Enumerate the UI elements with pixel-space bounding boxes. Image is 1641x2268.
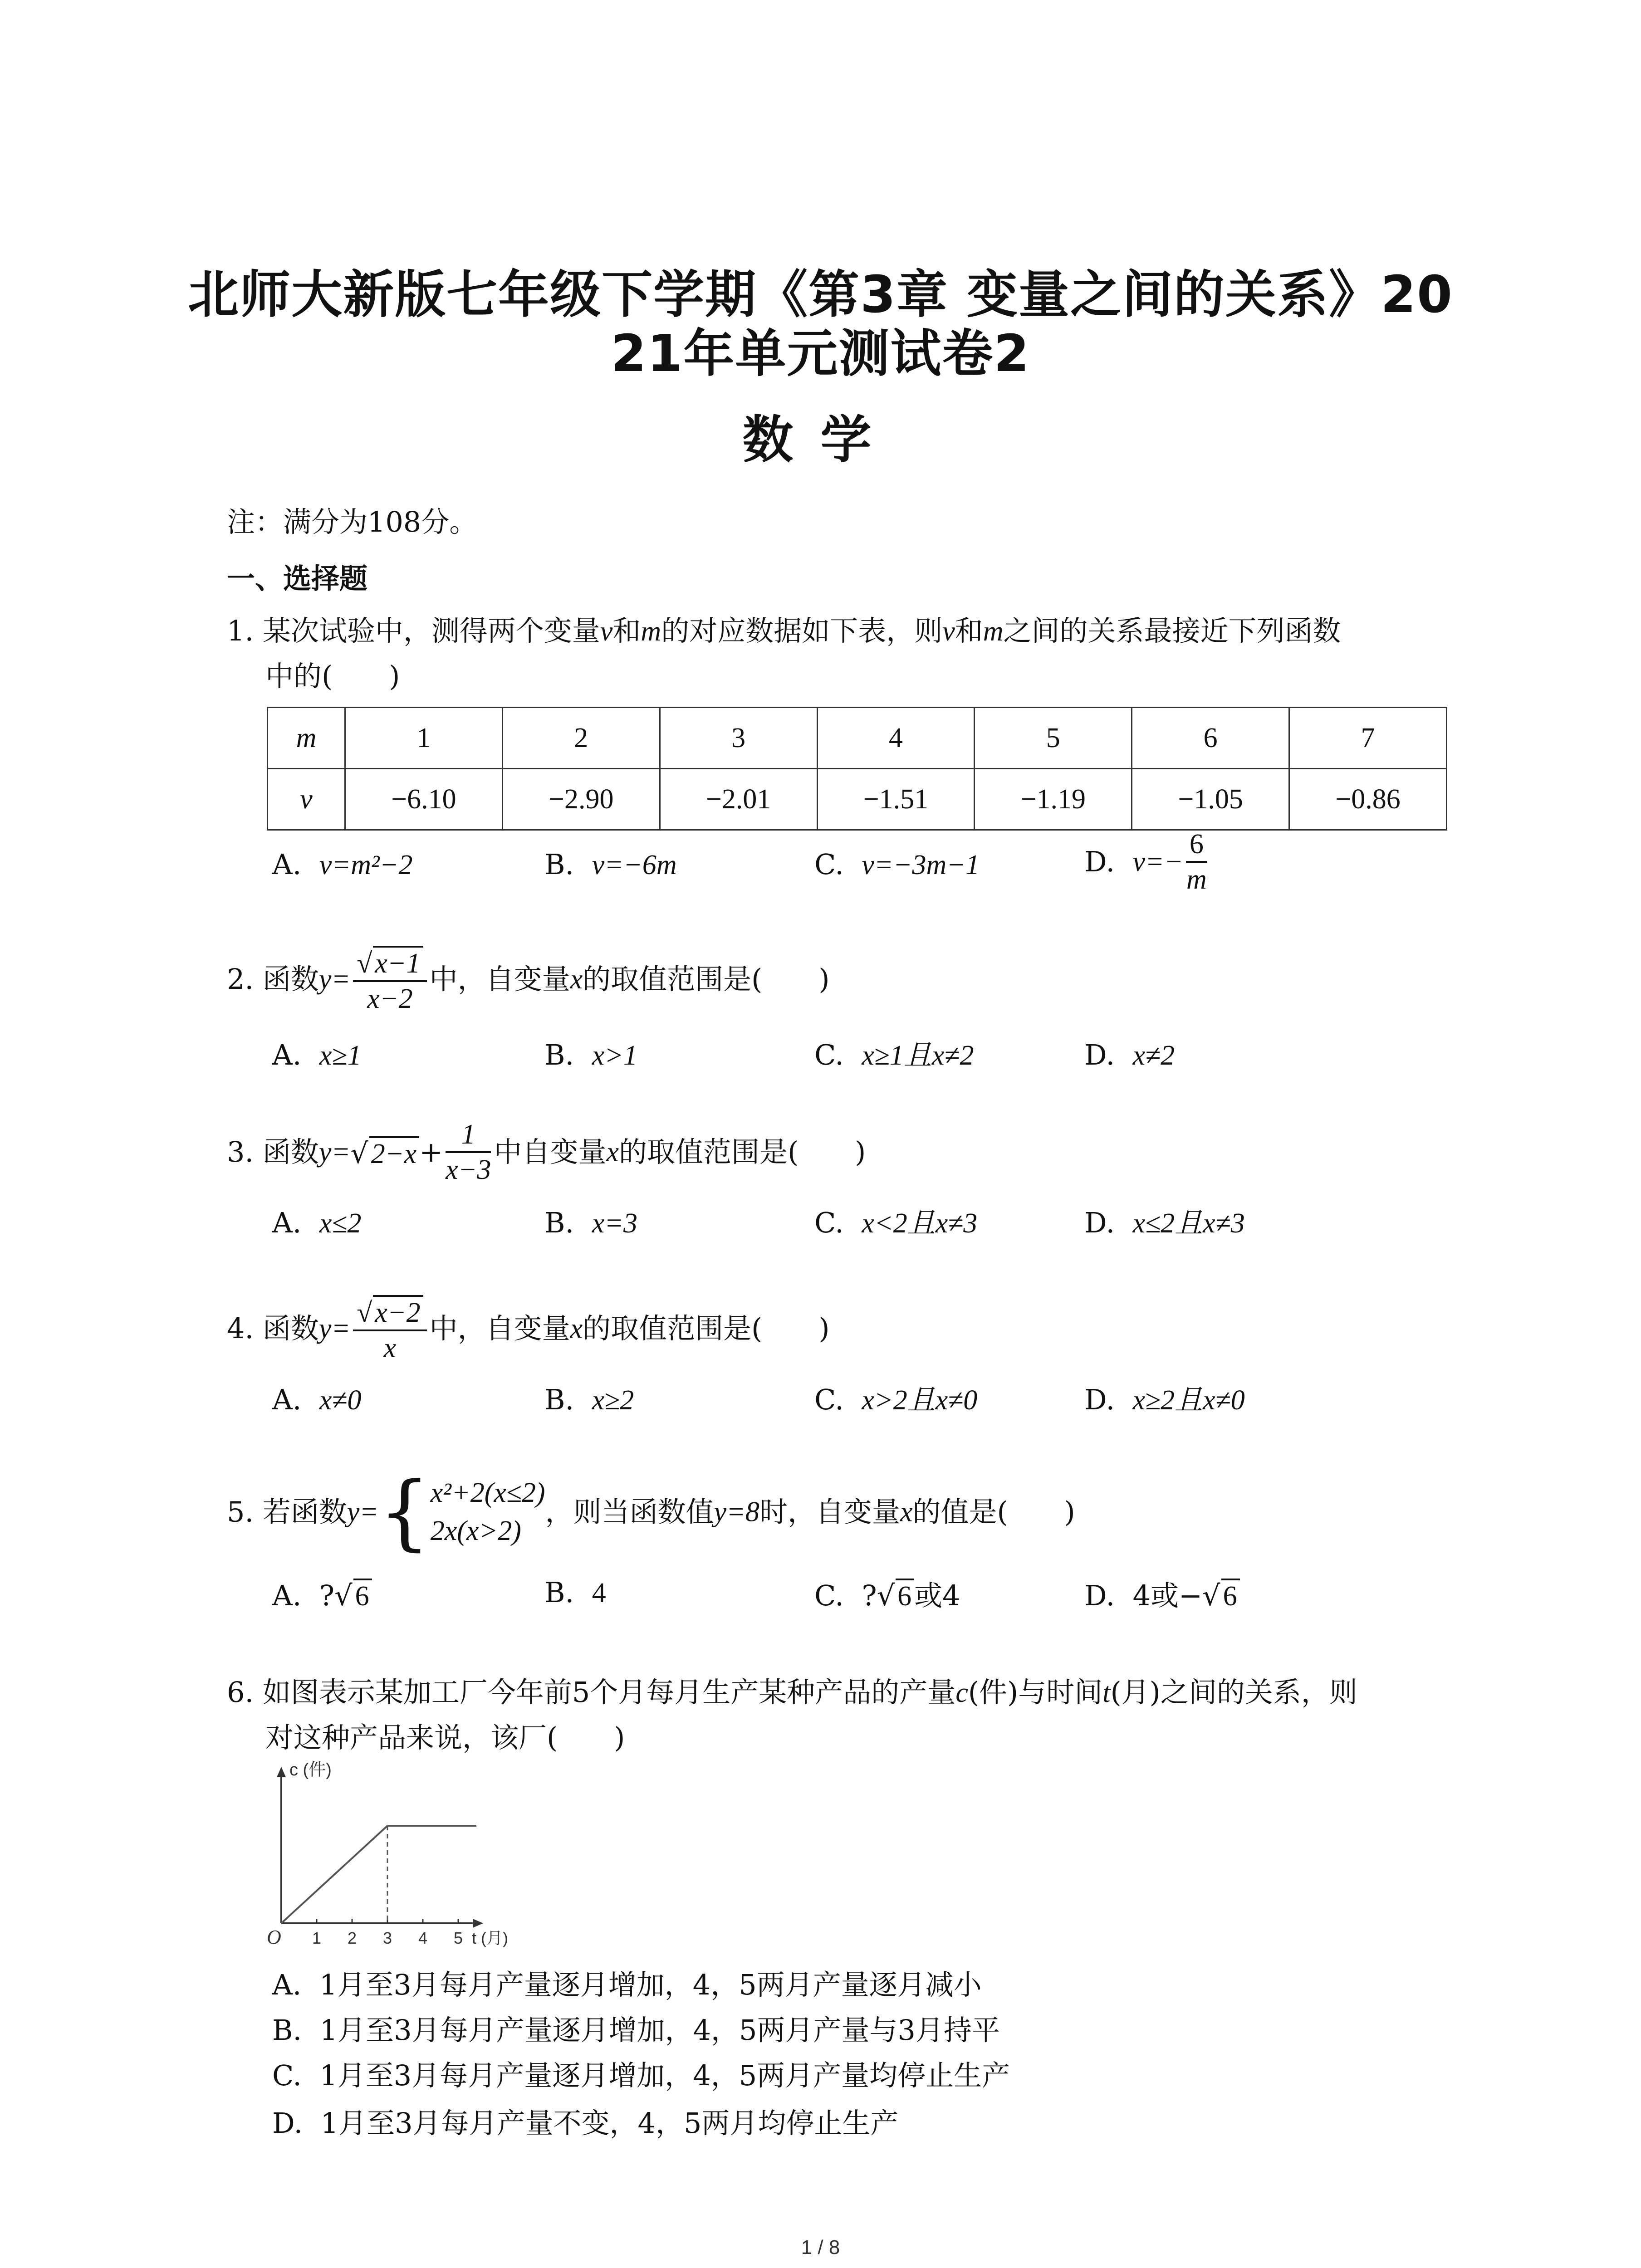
table-cell: −0.86 bbox=[1289, 769, 1447, 830]
page-title-line2: 21年单元测试卷2 bbox=[611, 324, 1030, 383]
q4-option-d[interactable]: D. x≥2且x≠0 bbox=[1084, 1383, 1245, 1416]
q1-option-b[interactable]: B. v=−6m bbox=[544, 848, 677, 881]
table-header-m: m bbox=[268, 708, 345, 769]
table-cell: 5 bbox=[975, 708, 1132, 769]
q6-option-c[interactable]: C. 1月至3月每月产量逐月增加，4，5两月产量均停止生产 bbox=[272, 2059, 1010, 2092]
table-row-m bbox=[268, 708, 1447, 769]
q5-stem: 5. 若函数y={x²+2(x≤2) 2x(x>2)，则当函数值y=8时，自变量x的值是( ) bbox=[227, 1464, 1075, 1559]
table-cell: 1 bbox=[345, 708, 503, 769]
q3-option-d[interactable]: D. x≤2且x≠3 bbox=[1084, 1206, 1245, 1239]
table-cell: 6 bbox=[1132, 708, 1289, 769]
production-graph bbox=[245, 1760, 535, 1955]
rising-segment bbox=[281, 1826, 387, 1923]
x-tick-label: 3 bbox=[383, 1929, 392, 1947]
table-cell: −1.05 bbox=[1132, 769, 1289, 830]
x-axis-label: t (月) bbox=[472, 1929, 508, 1947]
x-tick-label: 2 bbox=[348, 1929, 357, 1947]
fraction: $\frac{6}{m}$ bbox=[1186, 829, 1207, 895]
table-cell: −1.19 bbox=[975, 769, 1132, 830]
q1-stem-line2: 中的( ) bbox=[265, 660, 400, 693]
q6-option-a[interactable]: A. 1月至3月每月产量逐月增加，4，5两月产量逐月减小 bbox=[272, 1968, 982, 2001]
q3-stem: 3. 函数y=√2−x+ $\frac{1}{x-3}$ 中自变量x的取值范围是( ) bbox=[227, 1119, 866, 1185]
q5-option-b[interactable]: B. 4 bbox=[544, 1576, 606, 1609]
page-title-line1: 北师大新版七年级下学期《第3章 变量之间的关系》20 bbox=[188, 265, 1453, 324]
q5-option-d[interactable]: D. 4或−√6 bbox=[1084, 1579, 1240, 1610]
table-header-v: v bbox=[268, 769, 345, 830]
table-cell: −1.51 bbox=[817, 769, 975, 830]
q1-stem: 1. 某次试验中，测得两个变量v和m的对应数据如下表，则v和m之间的关系最接近下列函数 bbox=[227, 614, 1341, 647]
x-axis-arrow bbox=[473, 1919, 483, 1928]
q6-option-d[interactable]: D. 1月至3月每月产量不变，4，5两月均停止生产 bbox=[272, 2107, 899, 2140]
q6-stem-line2: 对这种产品来说，该厂( ) bbox=[265, 1721, 625, 1754]
x-tick-label: 4 bbox=[418, 1929, 428, 1947]
table-cell: −6.10 bbox=[345, 769, 503, 830]
x-tick-label: 5 bbox=[454, 1929, 463, 1947]
table-cell: −2.90 bbox=[502, 769, 660, 830]
q2-option-d[interactable]: D. x≠2 bbox=[1084, 1038, 1175, 1071]
q3-option-c[interactable]: C. x<2且x≠3 bbox=[814, 1206, 978, 1239]
q4-stem: 4. 函数y= $\frac{√x-2}{x}$ 中，自变量x的取值范围是( ) bbox=[227, 1295, 830, 1362]
q3-option-a[interactable]: A. x≤2 bbox=[272, 1206, 362, 1239]
table-row-v bbox=[268, 769, 1447, 830]
q5-option-a[interactable]: A. ?√6 bbox=[272, 1579, 372, 1610]
table-cell: 2 bbox=[502, 708, 660, 769]
q3-option-b[interactable]: B. x=3 bbox=[544, 1206, 638, 1239]
table-cell: 3 bbox=[660, 708, 817, 769]
y-axis-arrow bbox=[277, 1767, 286, 1777]
q1-data-table bbox=[267, 707, 1447, 831]
section-heading: 一、选择题 bbox=[227, 562, 368, 595]
q6-option-b[interactable]: B. 1月至3月每月产量逐月增加，4，5两月产量与3月持平 bbox=[272, 2014, 1000, 2047]
q2-option-a[interactable]: A. x≥1 bbox=[272, 1038, 362, 1071]
subject-heading: 数学 bbox=[742, 411, 899, 469]
y-axis-label: c (件) bbox=[289, 1760, 332, 1779]
q2-option-c[interactable]: C. x≥1且x≠2 bbox=[814, 1038, 974, 1071]
q4-option-c[interactable]: C. x>2且x≠0 bbox=[814, 1383, 978, 1416]
x-tick-label: 1 bbox=[312, 1929, 322, 1947]
q1-option-c[interactable]: C. v=−3m−1 bbox=[814, 848, 980, 881]
q1-option-a[interactable]: A. v=m²−2 bbox=[272, 848, 413, 881]
q4-option-a[interactable]: A. x≠0 bbox=[272, 1383, 362, 1416]
table-cell: −2.01 bbox=[660, 769, 817, 830]
page-number: 1 / 8 bbox=[801, 2236, 840, 2258]
score-note: 注：满分为108分。 bbox=[227, 505, 478, 538]
table-cell: 4 bbox=[817, 708, 975, 769]
q2-option-b[interactable]: B. x>1 bbox=[544, 1038, 638, 1071]
q5-option-c[interactable]: C. ?√6或4 bbox=[814, 1579, 960, 1612]
q2-stem: 2. 函数y= $\frac{√x-1}{x-2}$ 中，自变量x的取值范围是( ) bbox=[227, 946, 830, 1013]
q4-option-b[interactable]: B. x≥2 bbox=[544, 1383, 634, 1416]
q1-option-d[interactable]: D. v=− $\frac{6}{m}$ bbox=[1084, 829, 1207, 895]
origin-label: O bbox=[267, 1926, 281, 1948]
table-cell: 7 bbox=[1289, 708, 1447, 769]
q6-stem: 6. 如图表示某加工厂今年前5个月每月生产某种产品的产量c(件)与时间t(月)之间的关系，则 bbox=[227, 1676, 1357, 1709]
